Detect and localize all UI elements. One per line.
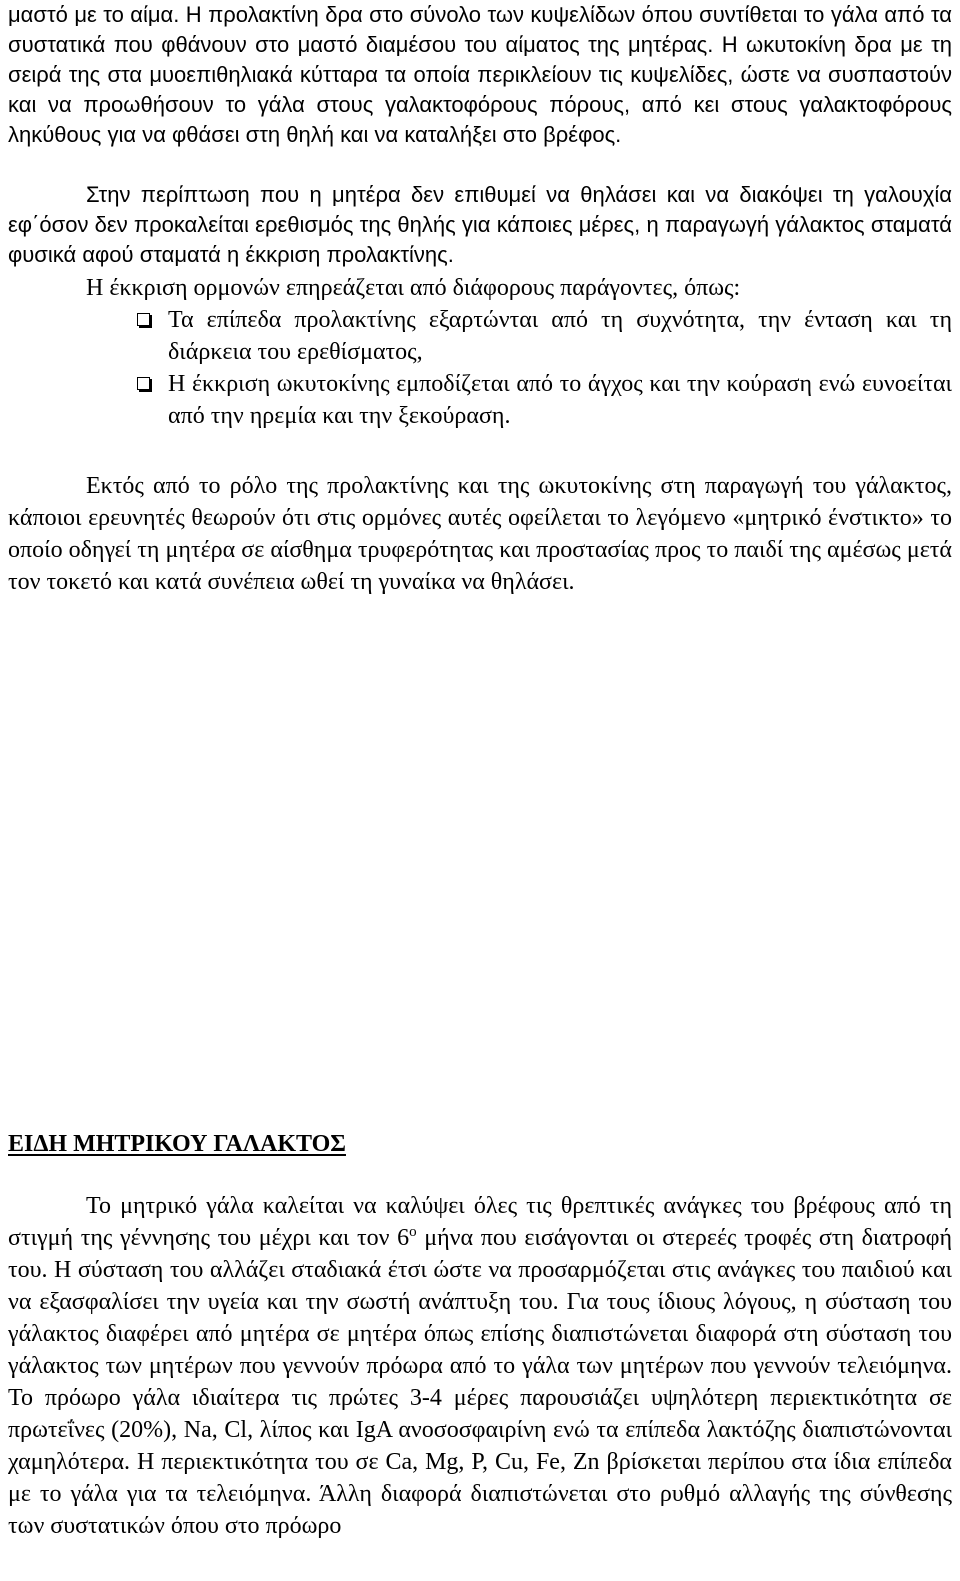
checkbox-bullet-icon [137,313,150,326]
milk-types-text-rest: μήνα που εισάγονται οι στερεές τροφές στη διατροφή του. Η σύσταση του αλλάζει σταδιακά έτσι ώστε να προσαρμόζεται στις ανάγκες του παιδιού και να εξασφαλίσει την υγεία και την σωστή ανάπτυξη του. Για τους ίδιους λόγους, η σύσταση του γάλακτος διαφέρει από μητέρα σε μητέρα όπως επίσης διαπιστώνεται διαφορά στη σύσταση του γάλακτος των μητέρων που γεννούν πρόωρα από το γάλα των μητέρων που γεννούν τελειόμηνα. Το πρόωρο γάλα ιδιαίτερα τις πρώτες 3-4 μέρες παρουσιάζει υψηλότερη περιεκτικότητα σε πρωτεΐνες (20%), Na, Cl, λίπος και IgA ανοσοσφαιρίνη ενώ τα επίπεδα λακτόζης διαπιστώνονται χαμηλότερα. Η περιεκτικότητα του σε Ca, Mg, P, Cu, Fe, Zn βρίσκεται περίπου στα ίδια επίπεδα με το γάλα για τα τελειόμηνα. Άλλη διαφορά διαπιστώνεται στο ρυθμό αλλαγής της σύνθεσης των συστατικών όπου στο πρόωρο [8,1225,952,1539]
list-item [8,368,952,432]
paragraph-hormone-action: μαστό με το αίμα. Η προλακτίνη δρα στο σύνολο των κυψελίδων όπου συντίθεται το γάλα από τα συστατικά που φθάνουν στο μαστό διαμέσου του αίματος της μητέρας. Η ωκυτοκίνη δρα με τη σειρά της στα μυοεπιθηλιακά κύτταρα τα οποία περικλείουν τις κυψελίδες, ώστε να συσπαστούν και να προωθήσουν το γάλα στους γαλακτοφόρους πόρους, από κει στους γαλακτοφόρους ληκύθους για να φθάσει στη θηλή και να καταλήξει στο βρέφος. [8,2,952,147]
paragraph-factors-intro: Η έκκριση ορμονών επηρεάζεται από διάφορους παράγοντες, όπως: [86,275,741,301]
factors-list [8,304,952,432]
paragraph-milk-types [8,1190,952,1542]
list-item [8,304,952,368]
paragraph-lactation-stop: Στην περίπτωση που η μητέρα δεν επιθυμεί να θηλάσει και να διακόψει τη γαλουχία εφ΄όσον δεν προκαλείται ερεθισμός της θηλής για κάποιες μέρες, η παραγωγή γάλακτος σταματά φυσικά αφού σταματά η έκκριση προλακτίνης. [8,182,952,267]
ordinal-superscript: ο [409,1224,417,1240]
paragraph-maternal-instinct: Εκτός από το ρόλο της προλακτίνης και της ωκυτοκίνης στη παραγωγή του γάλακτος, κάποιοι ερευνητές θεωρούν ότι στις ορμόνες αυτές οφείλεται το λεγόμενο «μητρικό ένστικτο» το οποίο οδηγεί τη μητέρα σε αίσθημα τρυφερότητας και προστασίας προς το παιδί της αμέσως μετά τον τοκετό και κατά συνέπεια ωθεί τη γυναίκα να θηλάσει. [8,473,952,595]
list-item-text: Τα επίπεδα προλακτίνης εξαρτώνται από τη συχνότητα, την ένταση και τη διάρκεια του ερεθίσματος, [168,307,952,365]
list-item-text: Η έκκριση ωκυτοκίνης εμποδίζεται από το άγχος και την κούραση ενώ ευνοείται από την ηρεμία και την ξεκούραση. [168,371,952,429]
checkbox-bullet-icon [137,377,150,390]
milk-types-text-start: Το μητρικό γάλα καλείται να καλύψει όλες τις θρεπτικές ανάγκες του βρέφους από τη στιγμή της γέννησης του μέχρι και τον 6 [8,1193,952,1251]
section-heading: ΕΙΔΗ ΜΗΤΡΙΚΟΥ ΓΑΛΑΚΤΟΣ [8,1131,346,1157]
